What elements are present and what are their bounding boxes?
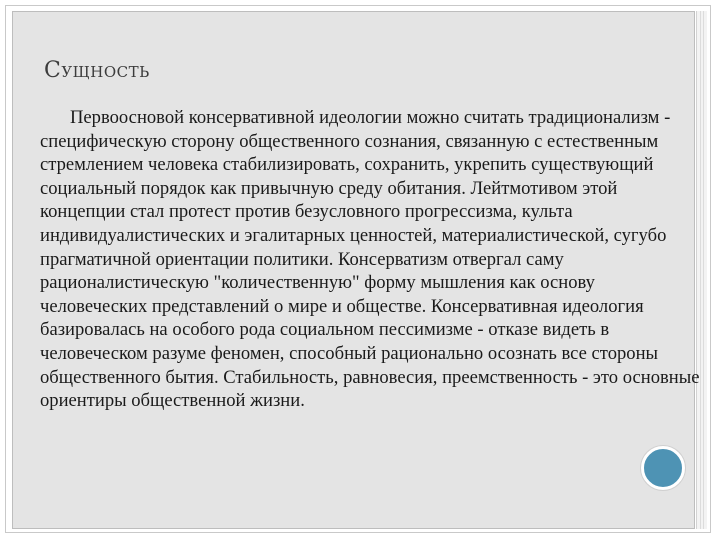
slide-body-text: Первоосновой консервативной идеологии можно считать традиционализм - специфическую сторону общественного сознания, связанную с естественным стремлением человека стабилизировать, сохранить, укрепить существующий социальный порядок как привычную среду обитания. Лейтмотивом этой концепции стал протест против безусловного прогрессизма, культа индивидуалистических и эгалитарных ценностей, материалистической, сугубо прагматичной ориентации политики. Консерватизм отвергал саму рационалистическую "количественную" форму мышления как основу человеческих представлений о мире и обществе. Консервативная идеология базировалась на особого рода социальном пессимизме - отказе видеть в человеческом разуме феномен, способный рационально осознать все стороны общественного бытия. Стабильность, равновесия, преемственность - это основные ориентиры общественной жизни.: [40, 107, 700, 412]
decorative-circle-icon: [641, 446, 685, 490]
slide-title: Сущность: [44, 58, 150, 83]
